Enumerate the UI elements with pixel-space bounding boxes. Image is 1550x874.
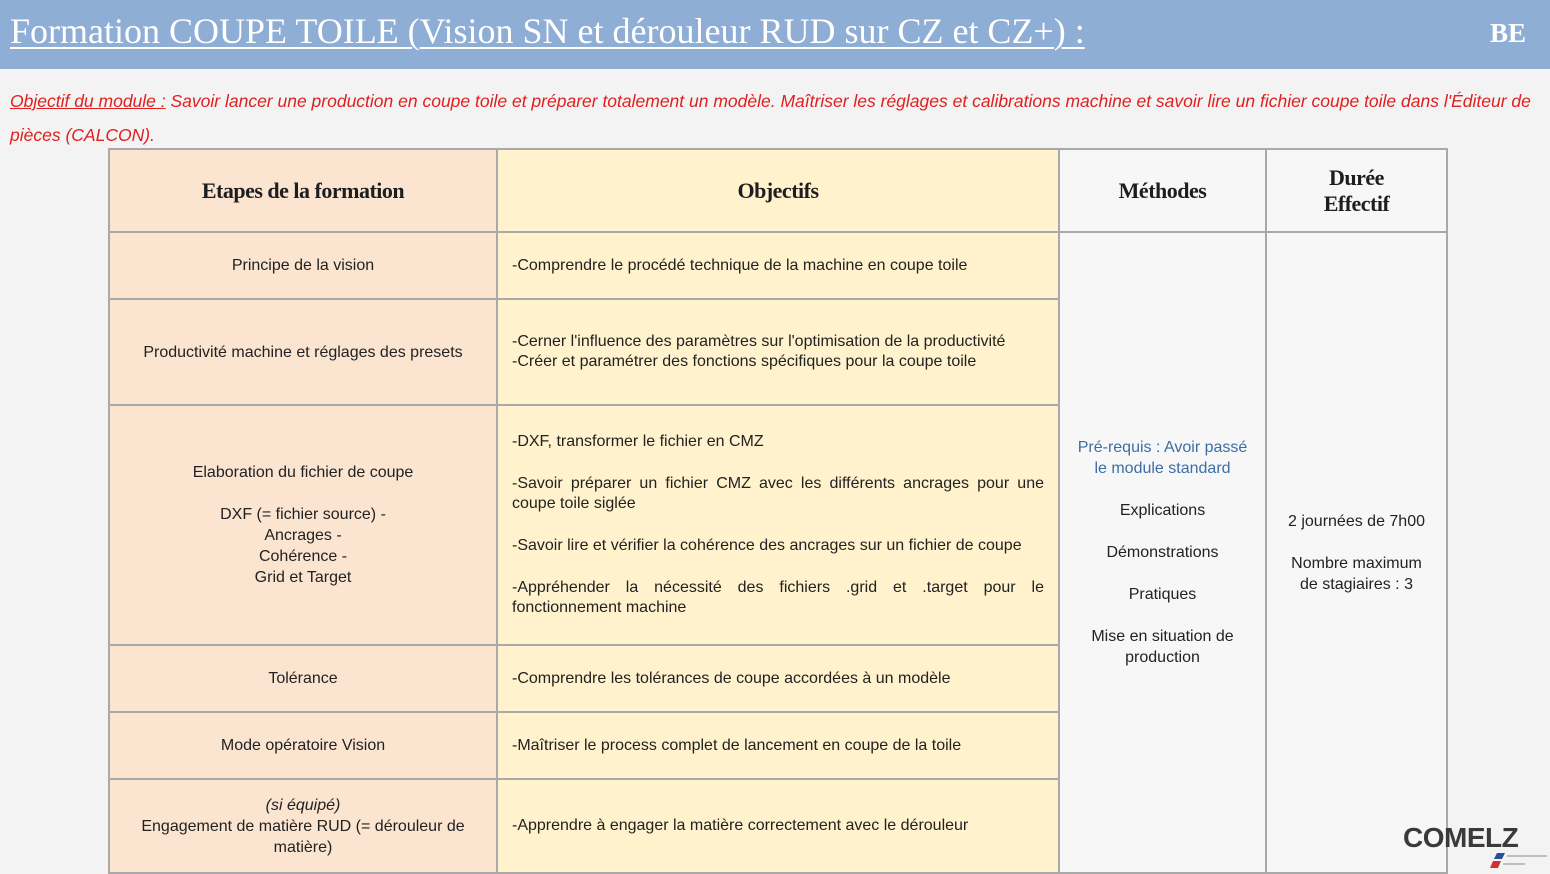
objectif-item: -Cerner l'influence des paramètres sur l'optimisation de la productivité (512, 333, 1006, 350)
objectif-item: -Maîtriser le process complet de lancement en coupe de la toile (512, 736, 962, 754)
etape-cell: Tolérance (109, 645, 497, 712)
objectif-cell (497, 232, 1059, 299)
objectif-cell (497, 299, 1059, 405)
objectif-item: -Appréhender la nécessité des fichiers .grid et .target pour le fonctionnement machine (512, 579, 1044, 616)
page-title: Formation COUPE TOILE (Vision SN et dérouleur RUD sur CZ et CZ+) : (10, 11, 1085, 51)
objectif-item: -Créer et paramétrer des fonctions spécifiques pour la coupe toile (512, 353, 977, 370)
header-duree-line2: Effectif (1323, 190, 1390, 216)
methodes-prerequis: Pré-requis : Avoir passé le module standard (1077, 439, 1248, 477)
objectif-item: -DXF, transformer le fichier en CMZ (512, 433, 764, 450)
comelz-logo: COMELZ (1403, 822, 1519, 853)
etape-subitems (124, 504, 482, 588)
objectif-cell (497, 645, 1059, 712)
objectif-item: -Apprendre à engager la matière correctement avec le dérouleur (512, 817, 969, 834)
etape-subitem: DXF (= fichier source) - (220, 506, 386, 523)
table-header-row (109, 149, 1447, 232)
etape-subitem: Ancrages - (264, 527, 342, 544)
etape-subitem: Cohérence - (258, 548, 348, 565)
duree-cell (1266, 232, 1447, 873)
header-bar (0, 0, 1550, 69)
objectif-item: -Comprendre les tolérances de coupe accordées à un modèle (512, 669, 951, 687)
header-objectifs: Objectifs (497, 149, 1059, 232)
objectif-cell (497, 405, 1059, 645)
header-duree-line1: Durée (1329, 164, 1384, 190)
etape-cell (109, 405, 497, 645)
methodes-cell (1059, 232, 1266, 873)
comelz-logo-mark-icon (1485, 852, 1550, 870)
methode-item: Explications (1119, 502, 1206, 519)
duree-effectif: Nombre maximum de stagiaires : 3 (1291, 554, 1422, 593)
methode-item: Pratiques (1128, 586, 1197, 603)
etape-title: Elaboration du fichier de coupe (192, 464, 414, 481)
duree-journees: 2 journées de 7h00 (1288, 512, 1425, 530)
methode-item: Mise en situation de production (1091, 628, 1234, 666)
etape-title: Engagement de matière RUD (= dérouleur de matière) (141, 817, 465, 856)
objectif-cell (497, 712, 1059, 779)
etape-cell (109, 779, 497, 873)
table-row (109, 232, 1447, 299)
header-methodes: Méthodes (1059, 149, 1266, 232)
objective-text: Savoir lancer une production en coupe toile et préparer totalement un modèle. Maîtriser les réglages et calibrations machine et savoir lire un fichier coupe toile dans l'Éditeur de pièces (CALCON). (10, 91, 1531, 145)
header-duree (1266, 149, 1447, 232)
formation-table (108, 148, 1448, 874)
etape-subitem: Grid et Target (254, 569, 352, 586)
etape-note: (si équipé) (265, 796, 341, 814)
objectif-item: -Savoir préparer un fichier CMZ avec les différents ancrages pour une coupe toile siglée (512, 475, 1044, 512)
methode-item: Démonstrations (1106, 544, 1219, 561)
objectif-cell (497, 779, 1059, 873)
module-objective (10, 84, 1540, 152)
objective-label: Objectif du module : (10, 91, 166, 111)
etape-cell: Principe de la vision (109, 232, 497, 299)
etape-cell: Mode opératoire Vision (109, 712, 497, 779)
objectif-item: -Comprendre le procédé technique de la machine en coupe toile (512, 256, 968, 274)
etape-cell: Productivité machine et réglages des presets (109, 299, 497, 405)
header-badge: BE (1489, 18, 1526, 48)
objectif-item: -Savoir lire et vérifier la cohérence des ancrages sur un fichier de coupe (512, 537, 1022, 554)
header-etapes: Etapes de la formation (109, 149, 497, 232)
